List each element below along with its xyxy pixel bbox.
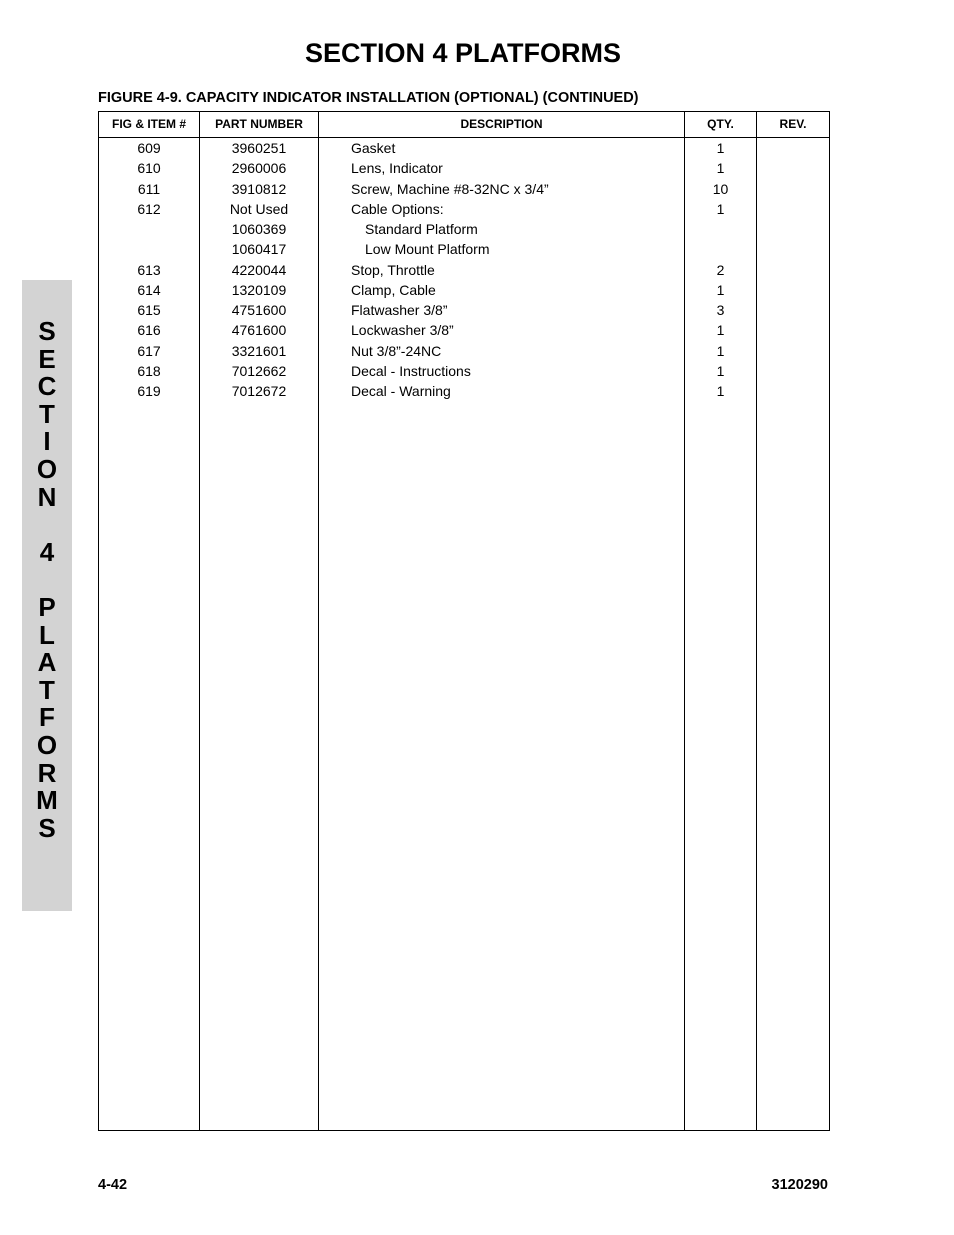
cell-fig-item: 618 — [137, 362, 161, 379]
table-row — [99, 158, 829, 178]
cell-qty: 10 — [712, 180, 729, 197]
parts-table — [98, 111, 830, 1131]
cell-description: Screw, Machine #8-32NC x 3/4” — [351, 180, 549, 197]
cell-fig-item: 612 — [137, 200, 161, 217]
side-tab-letter: N — [37, 481, 57, 512]
side-tab-letter: P — [38, 591, 56, 622]
cell-rev — [757, 158, 830, 178]
cell-fig-item: 610 — [137, 160, 161, 177]
cell-description: Nut 3/8”-24NC — [351, 342, 442, 359]
table-row — [99, 260, 829, 280]
side-tab-letter: T — [39, 674, 55, 705]
cell-fig-item: 619 — [137, 383, 161, 399]
cell-qty: 1 — [716, 200, 725, 217]
document-number: 3120290 — [771, 1177, 828, 1193]
side-tab-letter: T — [39, 398, 55, 429]
cell-rev — [757, 280, 830, 300]
table-row — [99, 199, 829, 219]
table-row — [99, 219, 829, 239]
cell-fig-item — [99, 219, 199, 239]
cell-part-number: 1060369 — [231, 221, 287, 237]
side-tab-letter: R — [37, 757, 57, 788]
cell-fig-item: 609 — [137, 140, 161, 156]
table-row — [99, 179, 829, 199]
side-tab-letter: 4 — [39, 536, 55, 567]
table-header — [99, 112, 829, 138]
page-title: SECTION 4 PLATFORMS — [304, 38, 621, 68]
cell-part-number: 3321601 — [231, 342, 287, 359]
side-tab-letter: M — [36, 785, 58, 816]
figure-title: FIGURE 4-9. CAPACITY INDICATOR INSTALLATION (OPTIONAL) (CONTINUED) — [98, 90, 639, 106]
table-row — [99, 239, 829, 259]
cell-description: Stop, Throttle — [351, 261, 435, 278]
side-tab-letter: E — [38, 343, 56, 374]
cell-part-number: 1320109 — [231, 281, 287, 298]
cell-part-number: 4761600 — [231, 322, 287, 339]
table-row — [99, 300, 829, 320]
cell-description: Flatwasher 3/8” — [351, 302, 448, 318]
cell-qty — [685, 239, 756, 259]
cell-fig-item: 611 — [137, 180, 161, 197]
cell-part-number: 4220044 — [231, 261, 287, 278]
cell-fig-item: 617 — [137, 342, 161, 359]
cell-description: Standard Platform — [365, 221, 478, 237]
cell-qty: 1 — [716, 342, 725, 359]
cell-rev — [757, 199, 830, 219]
side-tab-letter: I — [43, 426, 51, 457]
cell-part-number: 1060417 — [231, 241, 287, 258]
side-tab-letter: O — [36, 453, 58, 484]
cell-qty: 1 — [716, 362, 725, 379]
cell-description: Clamp, Cable — [351, 281, 436, 298]
header-rev: REV. — [779, 117, 807, 131]
header-description: DESCRIPTION — [460, 117, 543, 131]
cell-description: Decal - Warning — [351, 383, 451, 399]
cell-part-number: Not Used — [229, 200, 289, 217]
cell-qty — [685, 219, 756, 239]
cell-qty: 1 — [716, 383, 725, 399]
cell-rev — [757, 260, 830, 280]
cell-rev — [757, 219, 830, 239]
side-tab-letter: S — [38, 316, 56, 346]
cell-rev — [757, 300, 830, 320]
cell-rev — [757, 138, 830, 158]
cell-rev — [757, 361, 830, 381]
cell-part-number: 2960006 — [231, 160, 287, 177]
cell-description: Decal - Instructions — [351, 362, 471, 379]
cell-description: Cable Options: — [351, 200, 444, 217]
cell-rev — [757, 381, 830, 401]
cell-qty: 1 — [716, 140, 725, 156]
cell-part-number: 3910812 — [231, 180, 287, 197]
cell-fig-item: 614 — [137, 281, 161, 298]
cell-part-number: 7012662 — [231, 362, 287, 379]
side-tab-letter: A — [37, 647, 57, 678]
cell-part-number: 3960251 — [231, 140, 287, 156]
side-tab-letter: F — [39, 702, 55, 733]
header-part-number: PART NUMBER — [215, 117, 303, 131]
table-row — [99, 381, 829, 401]
table-row — [99, 361, 829, 381]
header-qty: QTY. — [707, 117, 734, 131]
cell-description: Lockwasher 3/8” — [351, 322, 454, 339]
side-tab-letter: C — [37, 371, 57, 402]
section-side-tab — [22, 280, 72, 911]
cell-qty: 1 — [716, 160, 725, 177]
side-tab-letter: S — [38, 812, 56, 843]
cell-qty: 1 — [716, 322, 725, 339]
cell-part-number: 7012672 — [231, 383, 287, 399]
cell-qty: 3 — [716, 302, 725, 318]
cell-description: Gasket — [351, 140, 396, 156]
cell-fig-item — [99, 239, 199, 259]
table-row — [99, 341, 829, 361]
cell-rev — [757, 320, 830, 340]
cell-rev — [757, 179, 830, 199]
table-body — [99, 138, 829, 401]
cell-fig-item: 613 — [137, 261, 161, 278]
cell-description: Lens, Indicator — [351, 160, 443, 177]
cell-description: Low Mount Platform — [365, 241, 490, 258]
cell-rev — [757, 341, 830, 361]
table-row — [99, 138, 829, 158]
header-fig-item: FIG & ITEM # — [111, 117, 186, 131]
cell-qty: 1 — [716, 281, 725, 298]
table-row — [99, 280, 829, 300]
side-tab-letter: L — [39, 619, 55, 650]
cell-rev — [757, 239, 830, 259]
page-number: 4-42 — [98, 1177, 128, 1193]
cell-qty: 2 — [716, 261, 725, 278]
cell-fig-item: 616 — [137, 322, 161, 339]
cell-part-number: 4751600 — [231, 302, 287, 318]
table-row — [99, 320, 829, 340]
side-tab-letter: O — [36, 729, 58, 760]
cell-fig-item: 615 — [137, 302, 161, 318]
